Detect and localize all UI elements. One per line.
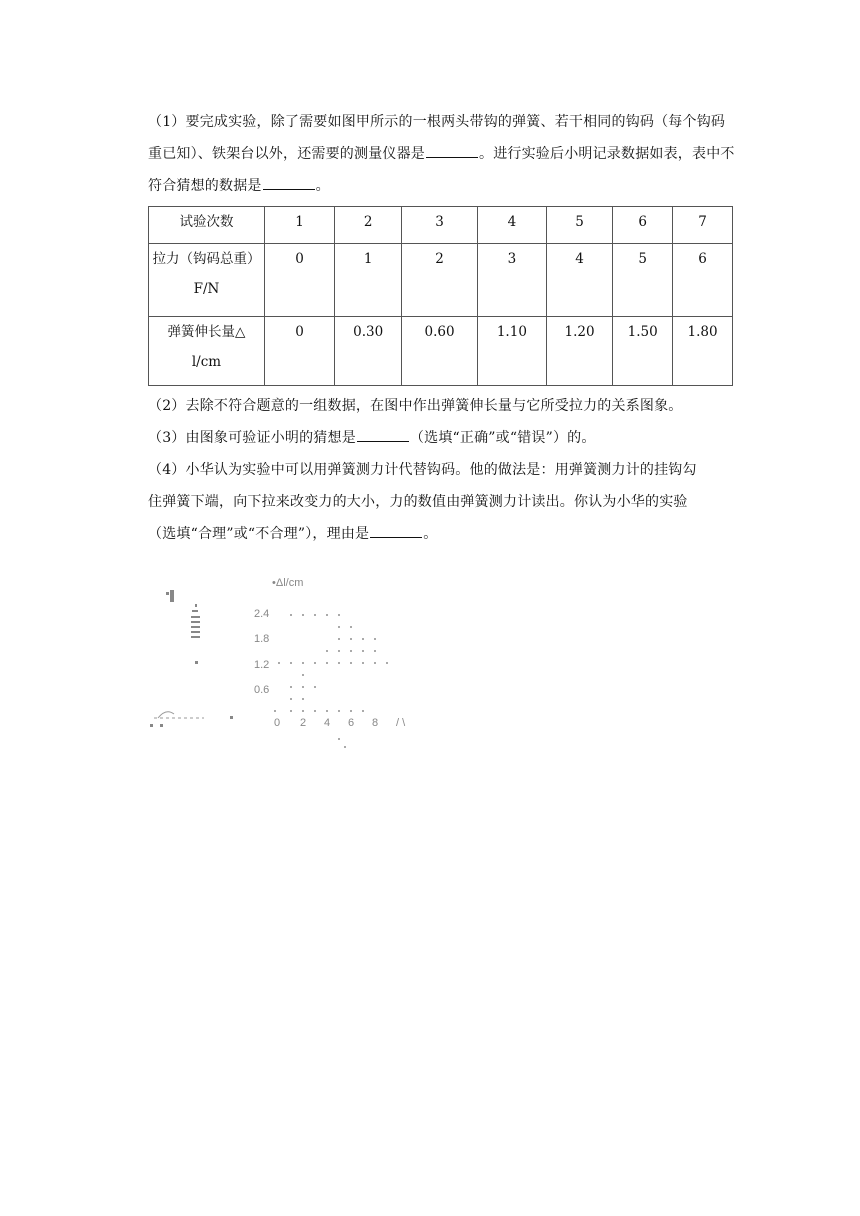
grid-dot: [374, 638, 376, 640]
table-cell: 0: [264, 244, 334, 317]
part1-text-c: 。: [315, 178, 330, 194]
graph-axis-labels: [254, 577, 406, 729]
table-cell: 0.60: [402, 317, 478, 386]
grid-dot: [338, 626, 340, 628]
table-cell: 5: [613, 244, 673, 317]
grid-dot: [338, 710, 340, 712]
x-axis-mark: / \: [396, 717, 406, 729]
grid-dot: [326, 614, 328, 616]
grid-dot: [302, 614, 304, 616]
table-cell: 6: [613, 207, 673, 244]
part4-line3: [148, 518, 738, 550]
grid-dot: [302, 710, 304, 712]
y-tick: 1.8: [254, 633, 270, 645]
table-cell: 1.80: [673, 317, 733, 386]
table-header-trials: 试验次数: [149, 207, 265, 244]
table-row-extension: [149, 317, 733, 386]
grid-dot: [314, 686, 316, 688]
table-cell: 1: [264, 207, 334, 244]
table-cell: 0: [264, 317, 334, 386]
grid-dot: [350, 650, 352, 652]
grid-dot: [274, 710, 276, 712]
grid-dot: [362, 650, 364, 652]
grid-dot: [374, 662, 376, 664]
grid-dot: [338, 650, 340, 652]
part3-text-a: （3）由图象可验证小明的猜想是: [148, 430, 356, 446]
part4-line3a: （选填“合理”或“不合理”），理由是: [148, 526, 370, 542]
table-cell: 1.50: [613, 317, 673, 386]
data-table: [148, 206, 733, 386]
grid-dot: [350, 710, 352, 712]
table-cell: 4: [546, 244, 612, 317]
part3-text-b: （选填“正确”或“错误”）的。: [409, 430, 596, 446]
grid-dot: [350, 662, 352, 664]
grid-dot: [290, 662, 292, 664]
grid-dot: [338, 614, 340, 616]
grid-dot: [278, 662, 280, 664]
answer-blank-data[interactable]: [263, 175, 315, 190]
y-tick: 1.2: [254, 659, 270, 671]
grid-dot: [374, 650, 376, 652]
table-cell: 2: [402, 244, 478, 317]
experiment-figure: [140, 568, 440, 758]
x-tick: 2: [300, 717, 307, 729]
grid-dot: [290, 710, 292, 712]
table-cell: 1.10: [477, 317, 546, 386]
part4-line3b: 。: [423, 526, 438, 542]
x-tick: 0: [274, 717, 281, 729]
x-tick: 4: [324, 717, 331, 729]
question-part-2: （2）去除不符合题意的一组数据，在图中作出弹簧伸长量与它所受拉力的关系图象。: [148, 398, 683, 414]
x-tick: 8: [372, 717, 379, 729]
extension-label-line1: 弹簧伸长量△: [167, 324, 246, 340]
part1-text-b: 。进行实验后小明记录数据如表，表中不符合猜想的数据是: [148, 146, 735, 194]
answer-blank-instrument[interactable]: [426, 143, 478, 158]
table-header-force: [149, 244, 265, 317]
grid-dot: [314, 710, 316, 712]
graph-grid: [274, 614, 388, 748]
question-part-4: [148, 454, 738, 550]
graph-title-mark: •Δl/cm: [272, 577, 304, 589]
grid-dot: [314, 662, 316, 664]
grid-dot: [350, 626, 352, 628]
y-tick: 2.4: [254, 608, 270, 620]
grid-dot: [314, 614, 316, 616]
grid-dot: [350, 638, 352, 640]
table-cell: 1.20: [546, 317, 612, 386]
grid-dot: [344, 746, 346, 748]
table-row-force: [149, 244, 733, 317]
spring-apparatus-figure: [150, 590, 233, 727]
grid-dot: [326, 650, 328, 652]
table-cell: 3: [402, 207, 478, 244]
question-part-3: [148, 422, 738, 454]
grid-dot: [302, 674, 304, 676]
table-cell: 6: [673, 244, 733, 317]
part4-line2: 住弹簧下端，向下拉来改变力的大小，力的数值由弹簧测力计读出。你认为小华的实验: [148, 494, 688, 510]
table-cell: 3: [477, 244, 546, 317]
grid-dot: [386, 662, 388, 664]
answer-blank-verdict[interactable]: [357, 427, 409, 442]
grid-dot: [338, 738, 340, 740]
grid-dot: [326, 710, 328, 712]
grid-dot: [362, 662, 364, 664]
y-tick: 0.6: [254, 684, 270, 696]
grid-dot: [290, 614, 292, 616]
question-part-1: [148, 106, 738, 202]
grid-dot: [290, 698, 292, 700]
force-label-line1: 拉力（钩码总重）: [152, 251, 261, 267]
table-row-trials: [149, 207, 733, 244]
table-cell: 2: [335, 207, 402, 244]
grid-dot: [362, 638, 364, 640]
extension-label-line2: l/cm: [191, 354, 222, 370]
part1-text-a: （1）要完成实验，除了需要如图甲所示的一根两头带钩的弹簧、若干相同的钩码（每个钩码重已知）、铁架台以外，还需要的测量仪器是: [148, 114, 726, 162]
table-cell: 5: [546, 207, 612, 244]
table-cell: 4: [477, 207, 546, 244]
grid-dot: [362, 710, 364, 712]
part4-line1: （4）小华认为实验中可以用弹簧测力计代替钩码。他的做法是：用弹簧测力计的挂钩勾: [148, 462, 697, 478]
figure-svg: [140, 568, 440, 758]
force-label-line2: F/N: [193, 281, 220, 297]
answer-blank-reason[interactable]: [370, 523, 422, 538]
grid-dot: [290, 686, 292, 688]
table-cell: 7: [673, 207, 733, 244]
table-cell: 0.30: [335, 317, 402, 386]
x-tick: 6: [348, 717, 355, 729]
grid-dot: [326, 662, 328, 664]
table-header-extension: [149, 317, 265, 386]
grid-dot: [338, 638, 340, 640]
grid-dot: [302, 662, 304, 664]
grid-dot: [338, 662, 340, 664]
table-cell: 1: [335, 244, 402, 317]
grid-dot: [302, 686, 304, 688]
grid-dot: [302, 698, 304, 700]
